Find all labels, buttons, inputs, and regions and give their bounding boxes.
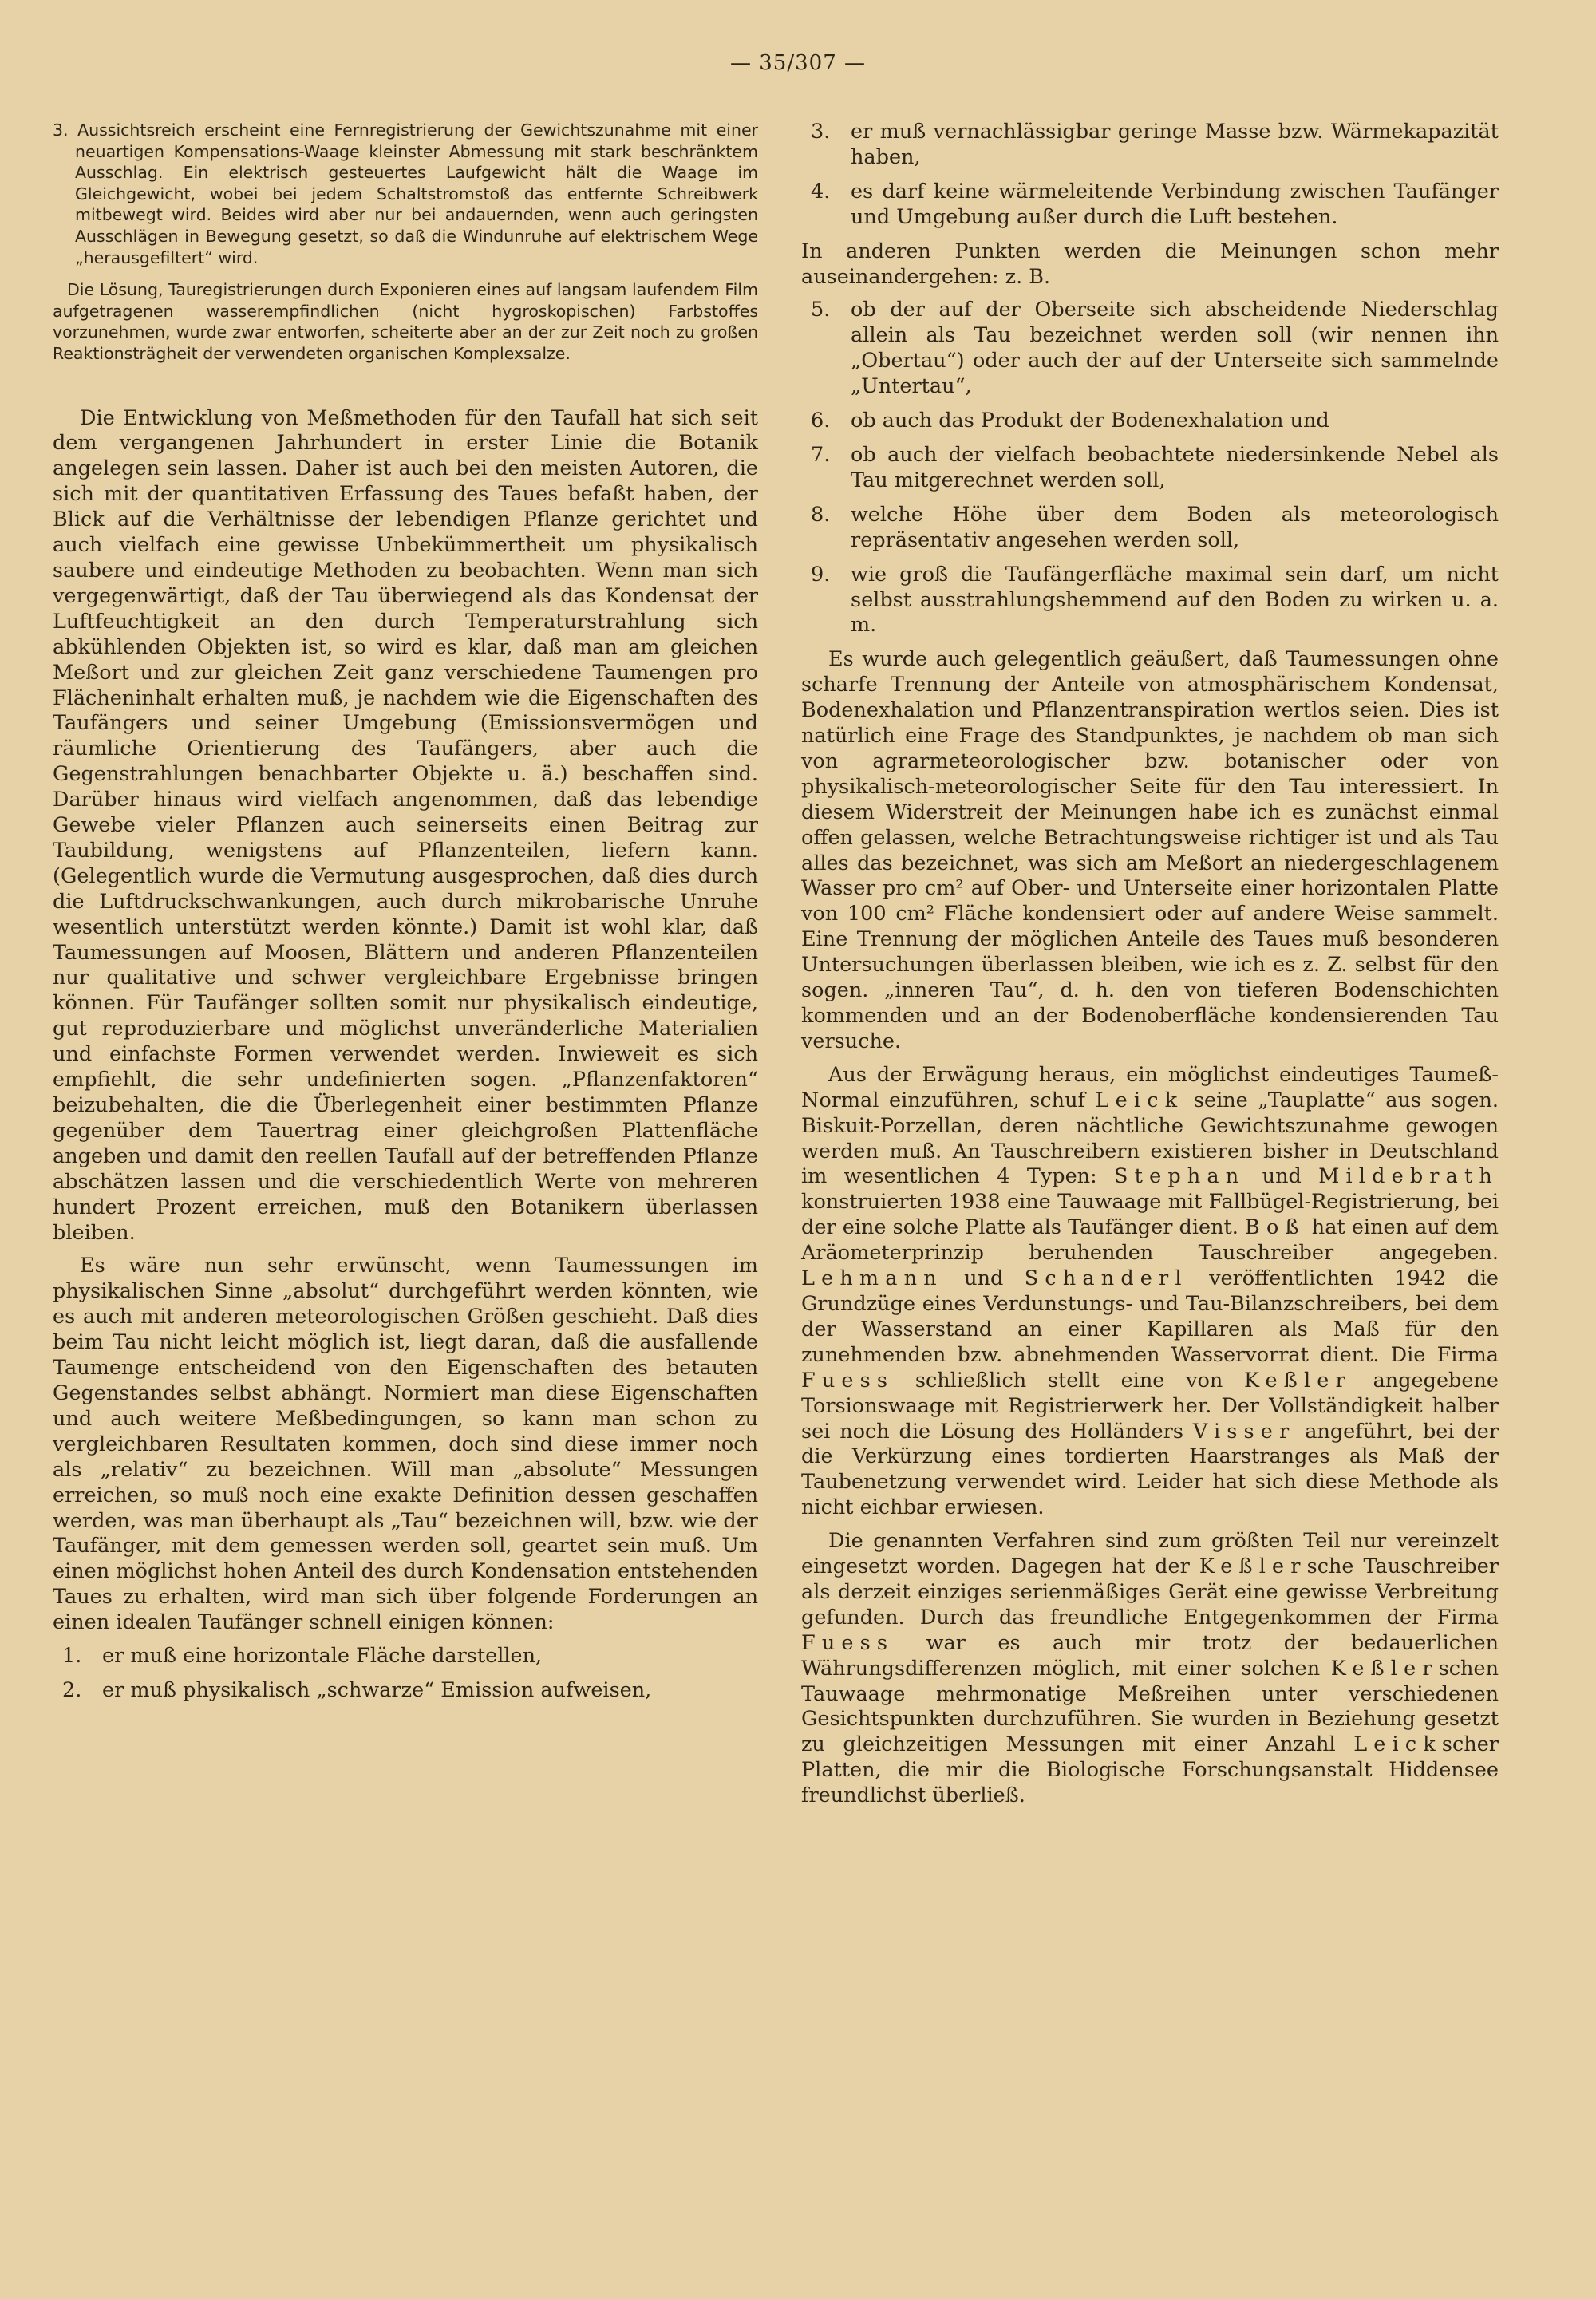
body-paragraph [801, 1063, 1499, 1521]
author-name: Boß [1245, 1215, 1306, 1240]
text-run: hat einen auf dem Aräometerprinzip beruhenden Tauschreiber angegeben. [801, 1215, 1499, 1266]
list-item [801, 503, 1499, 554]
list-item-text: ob der auf der Oberseite sich abscheidende Niederschlag allein als Tau bezeichnet werden soll (wir nennen ihn „Obertau“) oder auch der auf der Unterseite sich sammelnde „Untertau“, [851, 298, 1499, 399]
author-name: Keßler [1243, 1368, 1352, 1392]
list-item-number: 6. [811, 409, 831, 433]
requirement-list [801, 120, 1499, 231]
list-item-number: 2. [62, 1677, 82, 1702]
list-item [53, 1644, 758, 1669]
body-paragraph: Es wurde auch gelegentlich geäußert, daß Taumessungen ohne scharfe Trennung der Anteile von atmosphärischem Kondensat, Bodenexhalation und Pflanzentranspiration wertlos seien. Dies ist natürlich eine Frage des Standpunktes, je nachdem ob man sich von agrarmeteorologischer bzw. botanischer oder von physikalisch-meteorologischer Seite für den Tau interessiert. In diesem Widerstreit der Meinungen habe ich es zunächst einmal offen gelassen, welche Betrachtungsweise richtiger ist und als Tau alles das bezeichnet, was sich am Meßort an niedergeschlagenem Wasser pro cm² auf Ober- und Unterseite einer horizontalen Platte von 100 cm² Fläche kondensiert oder auf andere Weise sammelt. Eine Trennung der möglichen Anteile des Taues muß besonderen Untersuchungen überlassen bleiben, wie ich es z. Z. selbst für den sogen. „inneren Tau“, d. h. den von tieferen Bodenschichten kommenden und an der Bodenoberfläche kondensierenden Tau versuche. [801, 647, 1499, 1053]
left-column [53, 120, 758, 1712]
list-item-text: er muß physikalisch „schwarze“ Emission aufweisen, [102, 1677, 652, 1702]
list-item-number: 4. [811, 179, 831, 203]
text-run: und [1245, 1164, 1319, 1189]
list-item-text: ob auch das Produkt der Bodenexhalation und [851, 409, 1329, 433]
list-item-text: ob auch der vielfach beobachtete niedersinkende Nebel als Tau mitgerechnet werden soll, [851, 442, 1499, 492]
text-run: konstruierten 1938 eine Tauwaage mit Fallbügel-Registrierung, bei der eine solche Platte als Taufänger dient. [801, 1190, 1499, 1240]
company-name: Fuess [801, 1368, 895, 1392]
author-name: Stephan [1114, 1164, 1246, 1189]
requirement-list [53, 1644, 758, 1704]
text-run: schließlich stellt eine von [894, 1368, 1244, 1392]
right-column [801, 120, 1499, 1809]
text-run: war es auch mir trotz der bedauerlichen Währungsdifferenzen möglich, mit einer solchen [801, 1630, 1499, 1681]
text-run: schen Tauwaage mehrmonatige Meßreihen unter verschiedenen Gesichtspunkten durchzuführen. Sie wurden in Beziehung gesetzt zu gleichzeitigen Messungen mit einer Anzahl [801, 1656, 1499, 1757]
body-paragraph [801, 1529, 1499, 1809]
list-item-number: 1. [62, 1644, 82, 1669]
footnote-paragraph: 3. Aussichtsreich erscheint eine Fernregistrierung der Gewichtszunahme mit einer neuartigen Kompensations-Waage kleinster Abmessung mit stark beschränktem Ausschlag. Ein elektrisch gesteuertes Laufgewicht hält die Waage im Gleichgewicht, wobei bei jedem Schaltstromstoß das entfernte Schreibwerk mitbewegt wird. Beides wird aber nur bei andauernden, wenn auch geringsten Ausschlägen in Bewegung gesetzt, so daß die Windunruhe auf elektrischem Wege „herausgefiltert“ wird. [53, 120, 758, 267]
text-run: angegebene Torsionswaage mit Registrierwerk her. Der Vollständigkeit halber sei noch die Lösung des Holländers [801, 1368, 1499, 1444]
text-run: seine „Tauplatte“ aus sogen. Biskuit-Porzellan, deren nächtliche Gewichtszunahme gewogen werden muß. An Tauschreibern existieren bisher in Deutschland im wesentlichen 4 Typen: [801, 1088, 1499, 1189]
text-run: und [942, 1266, 1025, 1291]
list-item-number: 3. [811, 120, 831, 144]
author-name: Keßler [1330, 1656, 1439, 1681]
text-run: veröffentlichten 1942 die Grundzüge eines Verdunstungs- und Tau-Bilanzschreibers, bei dem der Wasserstand an einer Kapillaren als Maß für den zunehmenden bzw. abnehmenden Wasservorrat dient. Die Firma [801, 1266, 1499, 1367]
company-name: Fuess [801, 1630, 895, 1655]
list-item [801, 409, 1499, 434]
author-name: Schanderl [1024, 1266, 1188, 1291]
list-item-number: 5. [811, 298, 831, 322]
author-name: Lehmann [801, 1266, 943, 1291]
body-paragraph: In anderen Punkten werden die Meinungen schon mehr auseinandergehen: z. B. [801, 239, 1499, 289]
list-item-text: welche Höhe über dem Boden als meteorologisch repräsentativ angesehen werden soll, [851, 502, 1499, 552]
author-name: Leick [1095, 1088, 1184, 1112]
list-item [801, 563, 1499, 639]
list-item [801, 180, 1499, 231]
text-run: Die genannten Verfahren sind zum größten Teil nur vereinzelt eingesetzt worden. Dagegen hat der [801, 1529, 1499, 1579]
text-run: scher Platten, die mir die Biologische Forschungsanstalt Hiddensee freundlichst überließ. [801, 1732, 1499, 1808]
author-name: Visser [1192, 1419, 1296, 1444]
text-run: sche Tauschreiber als derzeit einziges serienmäßiges Gerät eine gewisse Verbreitung gefunden. Durch das freundliche Entgegenkommen der Firma [801, 1554, 1499, 1629]
list-item-text: es darf keine wärmeleitende Verbindung zwischen Taufänger und Umgebung außer durch die Luft bestehen. [851, 179, 1499, 229]
list-item-number: 8. [811, 502, 831, 527]
list-item [53, 1678, 758, 1704]
list-item [801, 120, 1499, 171]
page-number: — 35/307 — [730, 51, 866, 75]
text-run: angeführt, bei der die Verkürzung eines tordierten Haarstranges als Maß der Taubenetzung verwendet wird. Leider hat sich diese Methode als nicht eichbar erwiesen. [801, 1419, 1499, 1520]
footnote-paragraph: Die Lösung, Tauregistrierungen durch Exponieren eines auf langsam laufendem Film aufgetragenen wasserempfindlichen (nicht hygroskopischen) Farbstoffes vorzunehmen, wurde zwar entworfen, scheiterte aber an der zur Zeit noch zu großen Reaktionsträgheit der verwendeten organischen Komplexsalze. [53, 280, 758, 363]
question-list [801, 298, 1499, 638]
list-item-text: er muß eine horizontale Fläche darstellen, [102, 1644, 543, 1669]
body-paragraph: Die Entwicklung von Meßmethoden für den Taufall hat sich seit dem vergangenen Jahrhundert in erster Linie die Botanik angelegen sein lassen. Daher ist auch bei den meisten Autoren, die sich mit der quantitativen Erfassung des Taues befaßt haben, der Blick auf die Verhältnisse der lebendigen Pflanze gerichtet und auch vielfach eine gewisse Unbekümmertheit um physikalisch saubere und eindeutige Methoden zu beobachten. Wenn man sich vergegenwärtigt, daß der Tau überwiegend als das Kondensat der Luftfeuchtigkeit an den durch Temperaturstrahlung sich abkühlenden Objekten ist, so wird es klar, daß man am gleichen Meßort und zur gleichen Zeit ganz verschiedene Taumengen pro Flächeninhalt erhalten muß, je nachdem wie die Eigenschaften des Taufängers und seiner Umgebung (Emissionsvermögen und räumliche Orientierung des Taufängers, aber auch die Gegenstrahlungen benachbarter Objekte u. ä.) beschaffen sind. Darüber hinaus wird vielfach angenommen, daß das lebendige Gewebe vieler Pflanzen auch seinerseits einen Beitrag zur Taubildung, wenigstens auf Pflanzenteilen, liefern kann. (Gelegentlich wurde die Vermutung ausgesprochen, daß dies durch die Luftdruckschwankungen, auch durch mikrobarische Unruhe wesentlich unterstützt werden könnte.) Damit ist wohl klar, daß Taumessungen auf Moosen, Blättern und anderen Pflanzenteilen nur qualitative und schwer vergleichbare Ergebnisse bringen können. Für Taufänger sollten somit nur physikalisch eindeutige, gut reproduzierbare und möglichst unveränderliche Materialien und einfachste Formen verwendet werden. Inwieweit es sich empfiehlt, die sehr undefinierten sogen. „Pflanzenfaktoren“ beizubehalten, die die Überlegenheit einer bestimmten Pflanze gegenüber dem Tauertrag einer gleichgroßen Plattenfläche angeben und damit den reellen Taufall auf der betreffenden Pflanze abschätzen lassen und die verschiedentlich Werte von mehreren hundert Prozent erreichen, muß den Botanikern überlassen bleiben. [53, 405, 758, 1245]
author-name: Leick [1353, 1732, 1442, 1757]
list-item-text: wie groß die Taufängerfläche maximal sein darf, um nicht selbst ausstrahlungshemmend auf den Boden zu wirken u. a. m. [851, 562, 1499, 638]
body-paragraph: Es wäre nun sehr erwünscht, wenn Taumessungen im physikalischen Sinne „absolut“ durchgeführt werden könnten, wie es auch mit anderen meteorologischen Größen geschieht. Daß dies beim Tau nicht leicht möglich ist, liegt daran, daß die ausfallende Taumenge entscheidend von den Eigenschaften des betauten Gegenstandes selbst abhängt. Normiert man diese Eigenschaften und auch weitere Meßbedingungen, so kann man schon zu vergleichbaren Resultaten kommen, doch sind diese immer noch als „relativ“ zu bezeichnen. Will man „absolute“ Messungen erreichen, so muß noch eine exakte Definition dessen geschaffen werden, was man überhaupt als „Tau“ bezeichnen will, bzw. wie der Taufänger, mit dem gemessen werden soll, geartet sein muß. Um einen möglichst hohen Anteil des durch Kondensation entstehenden Taues zu erhalten, wird man sich über folgende Forderungen an einen idealen Taufänger schnell einigen können: [53, 1254, 758, 1635]
author-name: Keßler [1199, 1554, 1307, 1579]
list-item [801, 443, 1499, 494]
list-item-text: er muß vernachlässigbar geringe Masse bzw. Wärmekapazität haben, [851, 120, 1499, 169]
list-item-number: 9. [811, 562, 831, 587]
list-item [801, 298, 1499, 400]
list-item-number: 7. [811, 442, 831, 467]
text-run: Aus der Erwägung heraus, ein möglichst eindeutiges Taumeß-Normal einzuführen, schuf [801, 1062, 1499, 1112]
author-name: Mildebrath [1318, 1164, 1499, 1189]
